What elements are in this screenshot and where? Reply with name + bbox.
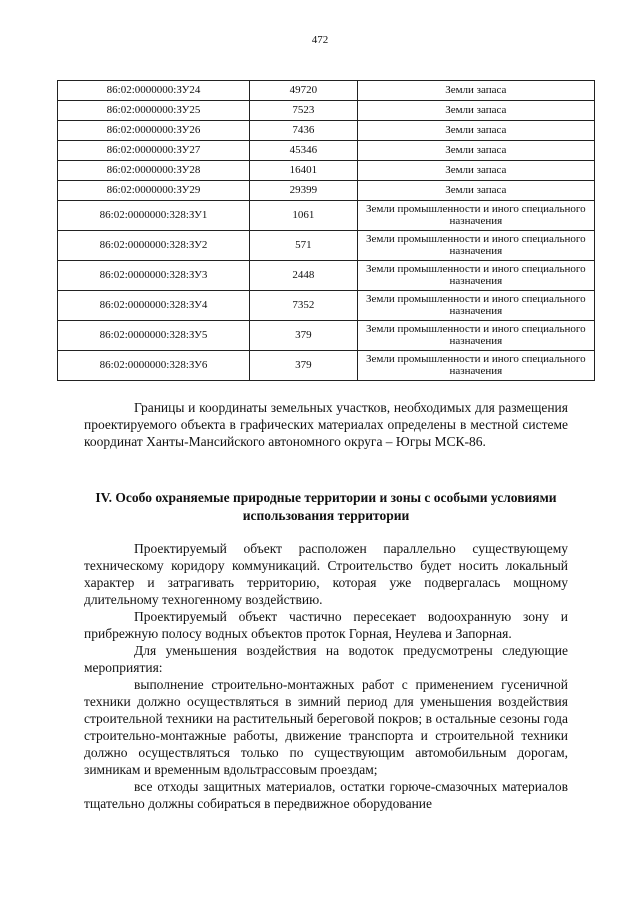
land-plots-table-body	[58, 81, 595, 381]
paragraph: выполнение строительно-монтажных работ с применением гусеничной техники должно осуществляться в зимний период для уменьшения воздействия строительной техники на растительный береговой покров; в остальные сезоны года строительно-монтажные работы, движение транспорта и строительной техники должно осуществляться только по существующим автомобильным дорогам, зимникам и временным вдольтрассовым проездам;	[84, 677, 568, 777]
cadastral-number-cell: 86:02:0000000:ЗУ28	[58, 161, 250, 181]
paragraph: Проектируемый объект расположен параллельно существующему техническому коридору коммуникаций. Строительство будет носить локальный характер и затрагивать территорию, которая уже подвергалась мощному длительному техногенному воздействию.	[84, 541, 568, 607]
table-row	[58, 81, 595, 101]
table-row	[58, 181, 595, 201]
area-cell: 45346	[250, 141, 358, 161]
cadastral-number-cell: 86:02:0000000:ЗУ27	[58, 141, 250, 161]
area-cell: 16401	[250, 161, 358, 181]
area-cell: 49720	[250, 81, 358, 101]
page-number: 472	[311, 34, 329, 46]
land-category-cell: Земли запаса	[357, 161, 594, 181]
area-cell: 7436	[250, 121, 358, 141]
area-cell: 7352	[250, 291, 358, 321]
land-category-cell: Земли запаса	[357, 141, 594, 161]
land-category-cell: Земли запаса	[357, 181, 594, 201]
table-row	[58, 321, 595, 351]
area-cell: 571	[250, 231, 358, 261]
table-row	[58, 231, 595, 261]
cadastral-number-cell: 86:02:0000000:328:ЗУ2	[58, 231, 250, 261]
land-category-cell: Земли запаса	[357, 121, 594, 141]
land-category-cell: Земли промышленности и иного специального назначения	[357, 351, 594, 381]
land-plots-table	[57, 80, 595, 381]
table-row	[58, 161, 595, 181]
cadastral-number-cell: 86:02:0000000:ЗУ26	[58, 121, 250, 141]
cadastral-number-cell: 86:02:0000000:ЗУ29	[58, 181, 250, 201]
area-cell: 2448	[250, 261, 358, 291]
cadastral-number-cell: 86:02:0000000:ЗУ24	[58, 81, 250, 101]
body-text	[84, 540, 568, 812]
land-category-cell: Земли промышленности и иного специального назначения	[357, 201, 594, 231]
cadastral-number-cell: 86:02:0000000:328:ЗУ5	[58, 321, 250, 351]
paragraph: Для уменьшения воздействия на водоток предусмотрены следующие мероприятия:	[84, 643, 568, 675]
table-row	[58, 291, 595, 321]
table-row	[58, 101, 595, 121]
land-category-cell: Земли промышленности и иного специального назначения	[357, 321, 594, 351]
table-row	[58, 351, 595, 381]
boundaries-paragraph: Границы и координаты земельных участков, необходимых для размещения проектируемого объекта в графических материалах определены в местной системе координат Ханты-Мансийского автономного округа – Югры МСК-86.	[84, 400, 568, 449]
table-row	[58, 261, 595, 291]
cadastral-number-cell: 86:02:0000000:328:ЗУ1	[58, 201, 250, 231]
cadastral-number-cell: 86:02:0000000:328:ЗУ3	[58, 261, 250, 291]
section-heading: IV. Особо охраняемые природные территории и зоны с особыми условиями использования территории	[95, 490, 557, 523]
area-cell: 379	[250, 351, 358, 381]
land-category-cell: Земли промышленности и иного специального назначения	[357, 231, 594, 261]
land-category-cell: Земли промышленности и иного специального назначения	[357, 261, 594, 291]
land-category-cell: Земли запаса	[357, 101, 594, 121]
area-cell: 7523	[250, 101, 358, 121]
area-cell: 379	[250, 321, 358, 351]
land-category-cell: Земли промышленности и иного специального назначения	[357, 291, 594, 321]
table-row	[58, 201, 595, 231]
cadastral-number-cell: 86:02:0000000:328:ЗУ4	[58, 291, 250, 321]
cadastral-number-cell: 86:02:0000000:ЗУ25	[58, 101, 250, 121]
cadastral-number-cell: 86:02:0000000:328:ЗУ6	[58, 351, 250, 381]
paragraph: Проектируемый объект частично пересекает водоохранную зону и прибрежную полосу водных объектов проток Горная, Неулева и Запорная.	[84, 609, 568, 641]
paragraph: все отходы защитных материалов, остатки горюче-смазочных материалов тщательно должны собираться в передвижное оборудование	[84, 779, 568, 811]
table-row	[58, 141, 595, 161]
boundaries-paragraph-block	[84, 399, 568, 450]
table-row	[58, 121, 595, 141]
land-category-cell: Земли запаса	[357, 81, 594, 101]
area-cell: 29399	[250, 181, 358, 201]
area-cell: 1061	[250, 201, 358, 231]
